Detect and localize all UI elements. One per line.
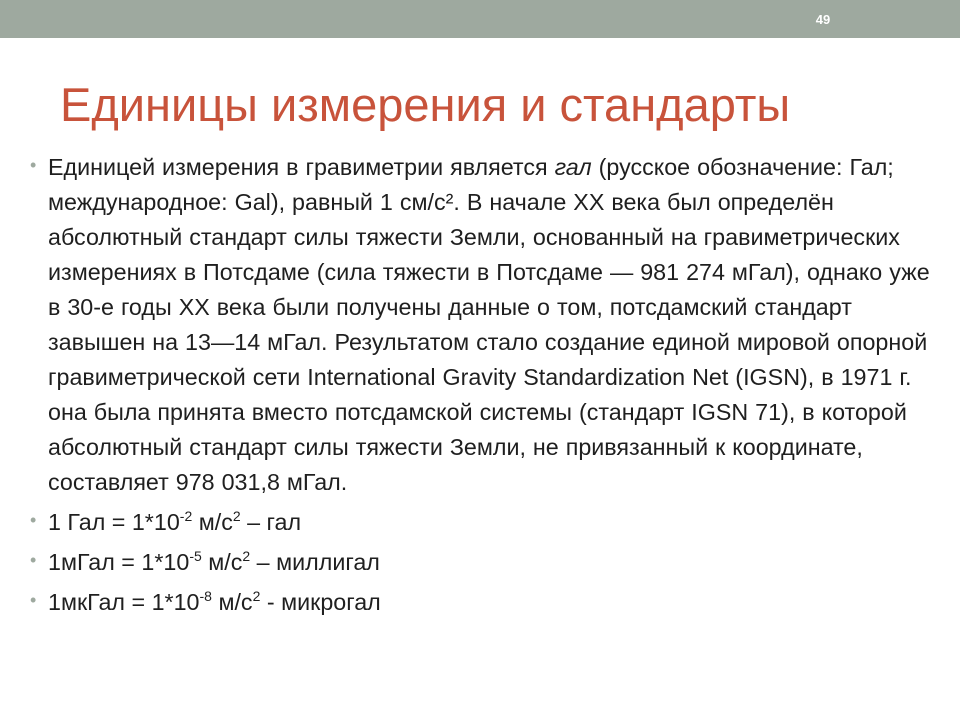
formula-name: – миллигал (250, 549, 380, 575)
bullet-marker: • (30, 590, 37, 610)
formula-unit: м/с (192, 509, 233, 535)
definition-text (48, 154, 930, 495)
definition-text-after: (русское обозначение: Гал; международное: Gal), равный 1 см/с². В начале XX века был определён абсолютный стандарт силы тяжести Земли, основанный на гравиметрических измерениях в Потсдаме (сила тяжести в Потсдаме — 981 274 мГал), однако уже в 30-е годы XX века были получены данные о том, потсдамский стандарт завышен на 13—14 мГал. Результатом стало создание единой мировой опорной гравиметрической сети International Gravity Standardization Net (IGSN), в 1971 г. она была принята вместо потсдамской системы (стандарт IGSN 71), в которой абсолютный стандарт силы тяжести Земли, не привязанный к координате, составляет 978 031,8 мГал. (48, 154, 930, 495)
formula-name: - микрогал (260, 589, 381, 615)
formula-unit: м/с (211, 589, 253, 615)
bullet-marker: • (30, 510, 37, 530)
formula-unit-exponent: 2 (232, 508, 241, 524)
formula-exponent: -2 (179, 508, 193, 524)
bullet-definition (30, 150, 935, 500)
formula-lhs: 1мкГал = 1*10 (48, 589, 200, 615)
slide-title: Единицы измерения и стандарты (60, 78, 791, 131)
bullet-milligal (30, 545, 935, 580)
bullet-list (30, 150, 935, 620)
formula-unit-exponent: 2 (242, 548, 251, 564)
formula-unit-exponent: 2 (252, 588, 261, 604)
formula-lhs: 1мГал = 1*10 (48, 549, 190, 575)
slide-number: 49 (815, 12, 831, 27)
formula-lhs: 1 Гал = 1*10 (48, 509, 180, 535)
bullet-gal (30, 505, 935, 540)
formula-exponent: -5 (189, 548, 202, 564)
formula-name: – гал (240, 509, 302, 535)
formula-unit: м/с (201, 549, 243, 575)
bullet-marker: • (30, 550, 37, 570)
bullet-marker: • (30, 155, 37, 175)
bullet-microgal (30, 585, 935, 620)
italic-term-gal: гал (554, 154, 592, 180)
formula-exponent: -8 (199, 588, 212, 604)
definition-text-before: Единицей измерения в гравиметрии является (48, 154, 555, 180)
